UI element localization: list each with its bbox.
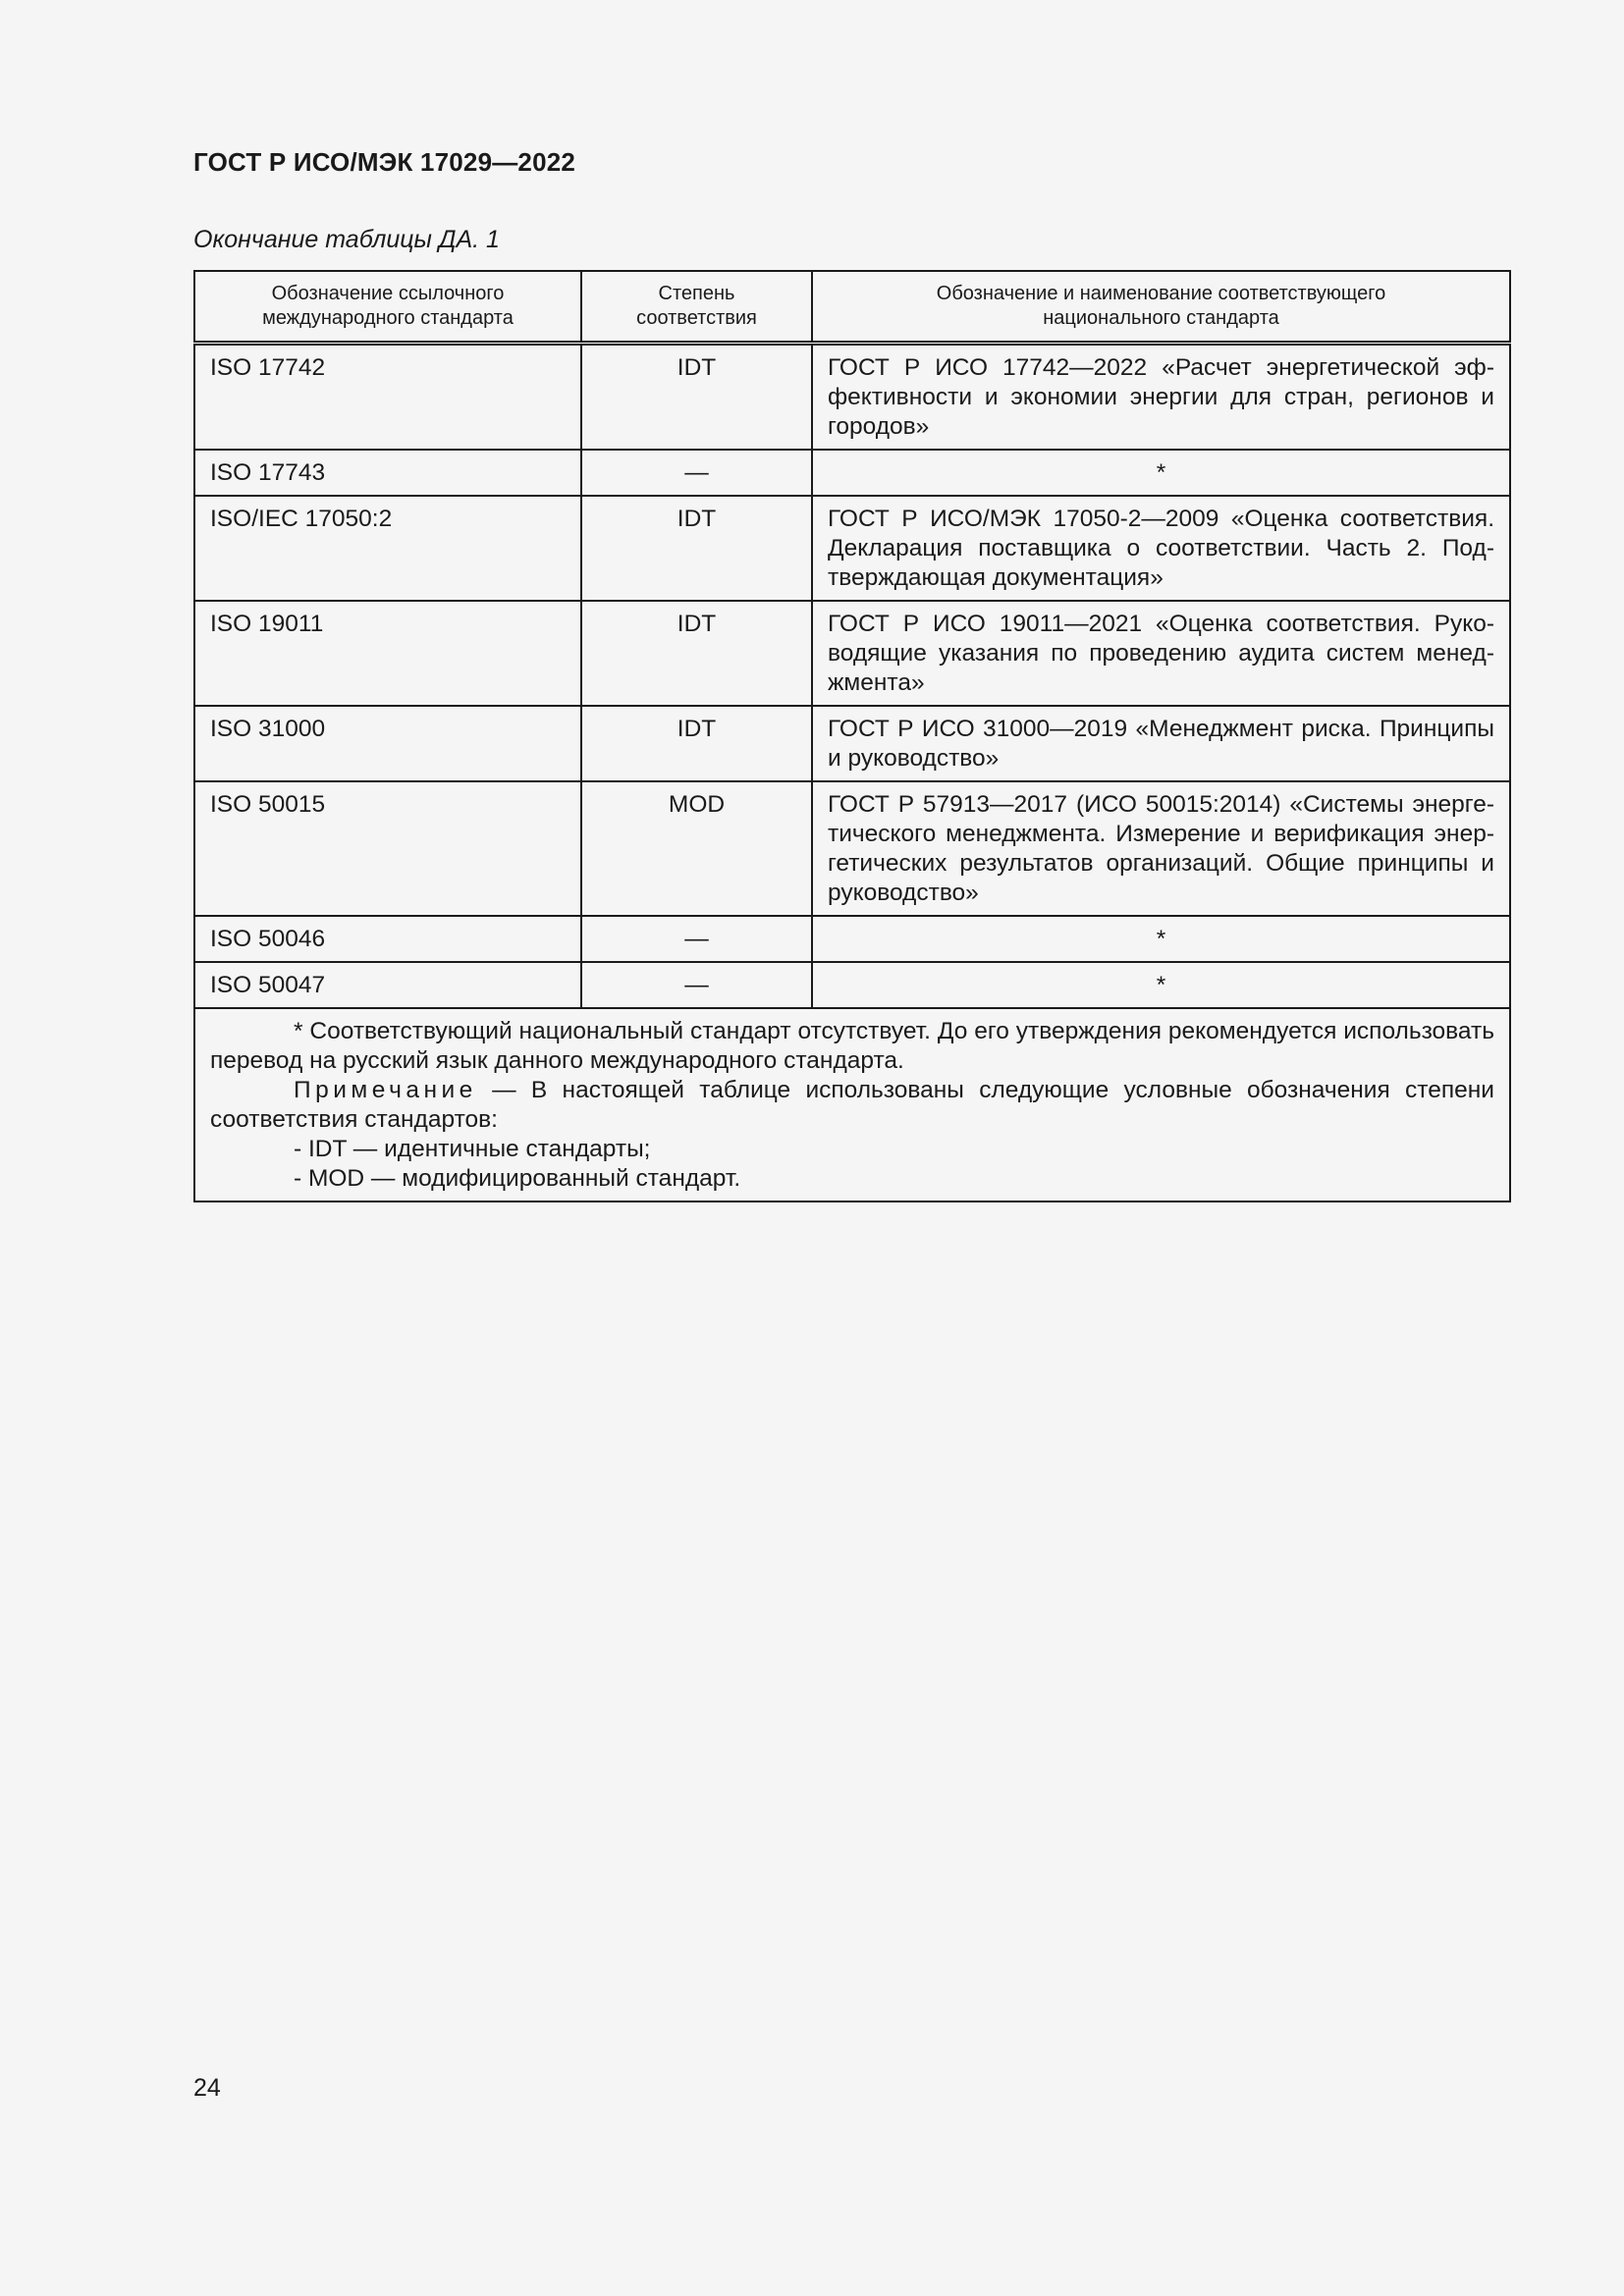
national-standard-cell: ГОСТ Р 57913—2017 (ИСО 50015:2014) «Системы энергетического менеджмента. Измерение и верификация энергетических результатов организаций. Общие принципы и руководство»: [812, 781, 1510, 916]
degree-cell: IDT: [581, 496, 812, 601]
international-code-cell: ISO 50046: [194, 916, 581, 962]
international-code-cell: ISO 19011: [194, 601, 581, 706]
page-number: 24: [193, 2074, 221, 2102]
degree-cell: MOD: [581, 781, 812, 916]
degree-cell: —: [581, 916, 812, 962]
column-header-national-standard: Обозначение и наименование соответствующего национального стандарта: [812, 271, 1510, 344]
table-notes-row: [194, 1008, 1510, 1201]
note-text: — В настоящей таблице использованы следующие условные обозначения степени соответствия стандартов:: [210, 1077, 1494, 1133]
international-code-cell: ISO/IEC 17050:2: [194, 496, 581, 601]
column-header-international-code: Обозначение ссылочного международного стандарта: [194, 271, 581, 344]
document-header: ГОСТ Р ИСО/МЭК 17029—2022: [193, 147, 576, 177]
table-row: [194, 916, 1510, 962]
degree-cell: IDT: [581, 706, 812, 781]
footnote-text: * Соответствующий национальный стандарт отсутствует. До его утверждения рекомендуется использовать перевод на русский язык данного международного стандарта.: [210, 1018, 1494, 1074]
column-header-degree: Степень соответствия: [581, 271, 812, 344]
table-row: [194, 601, 1510, 706]
note-paragraph: [210, 1076, 1494, 1135]
note-label: Примечание: [294, 1077, 477, 1103]
degree-cell: —: [581, 450, 812, 496]
degree-cell: IDT: [581, 601, 812, 706]
international-code-cell: ISO 17742: [194, 344, 581, 451]
note-list-item-mod: - MOD — модифицированный стандарт.: [294, 1165, 741, 1192]
national-standard-cell: *: [812, 962, 1510, 1008]
international-code-cell: ISO 50015: [194, 781, 581, 916]
table-row: [194, 344, 1510, 451]
national-standard-cell: ГОСТ Р ИСО 17742—2022 «Расчет энергетической эффективности и экономии энергии для стран, регионов и городов»: [812, 344, 1510, 451]
degree-cell: IDT: [581, 344, 812, 451]
table-caption: Окончание таблицы ДА. 1: [193, 226, 500, 253]
table-row: [194, 450, 1510, 496]
standards-correspondence-table: [193, 270, 1511, 1202]
national-standard-cell: *: [812, 916, 1510, 962]
national-standard-cell: ГОСТ Р ИСО/МЭК 17050-2—2009 «Оценка соответствия. Декларация поставщика о соответствии. Часть 2. Подтверждающая документация»: [812, 496, 1510, 601]
international-code-cell: ISO 17743: [194, 450, 581, 496]
table-notes-cell: [194, 1008, 1510, 1201]
table-row: [194, 781, 1510, 916]
international-code-cell: ISO 31000: [194, 706, 581, 781]
national-standard-cell: ГОСТ Р ИСО 19011—2021 «Оценка соответствия. Руководящие указания по проведению аудита систем менеджмента»: [812, 601, 1510, 706]
international-code-cell: ISO 50047: [194, 962, 581, 1008]
table-row: [194, 962, 1510, 1008]
national-standard-cell: *: [812, 450, 1510, 496]
note-list-item-idt: - IDT — идентичные стандарты;: [294, 1136, 651, 1162]
national-standard-cell: ГОСТ Р ИСО 31000—2019 «Менеджмент риска. Принципы и руководство»: [812, 706, 1510, 781]
table-row: [194, 706, 1510, 781]
table-row: [194, 496, 1510, 601]
degree-cell: —: [581, 962, 812, 1008]
table-header-row: [194, 271, 1510, 344]
